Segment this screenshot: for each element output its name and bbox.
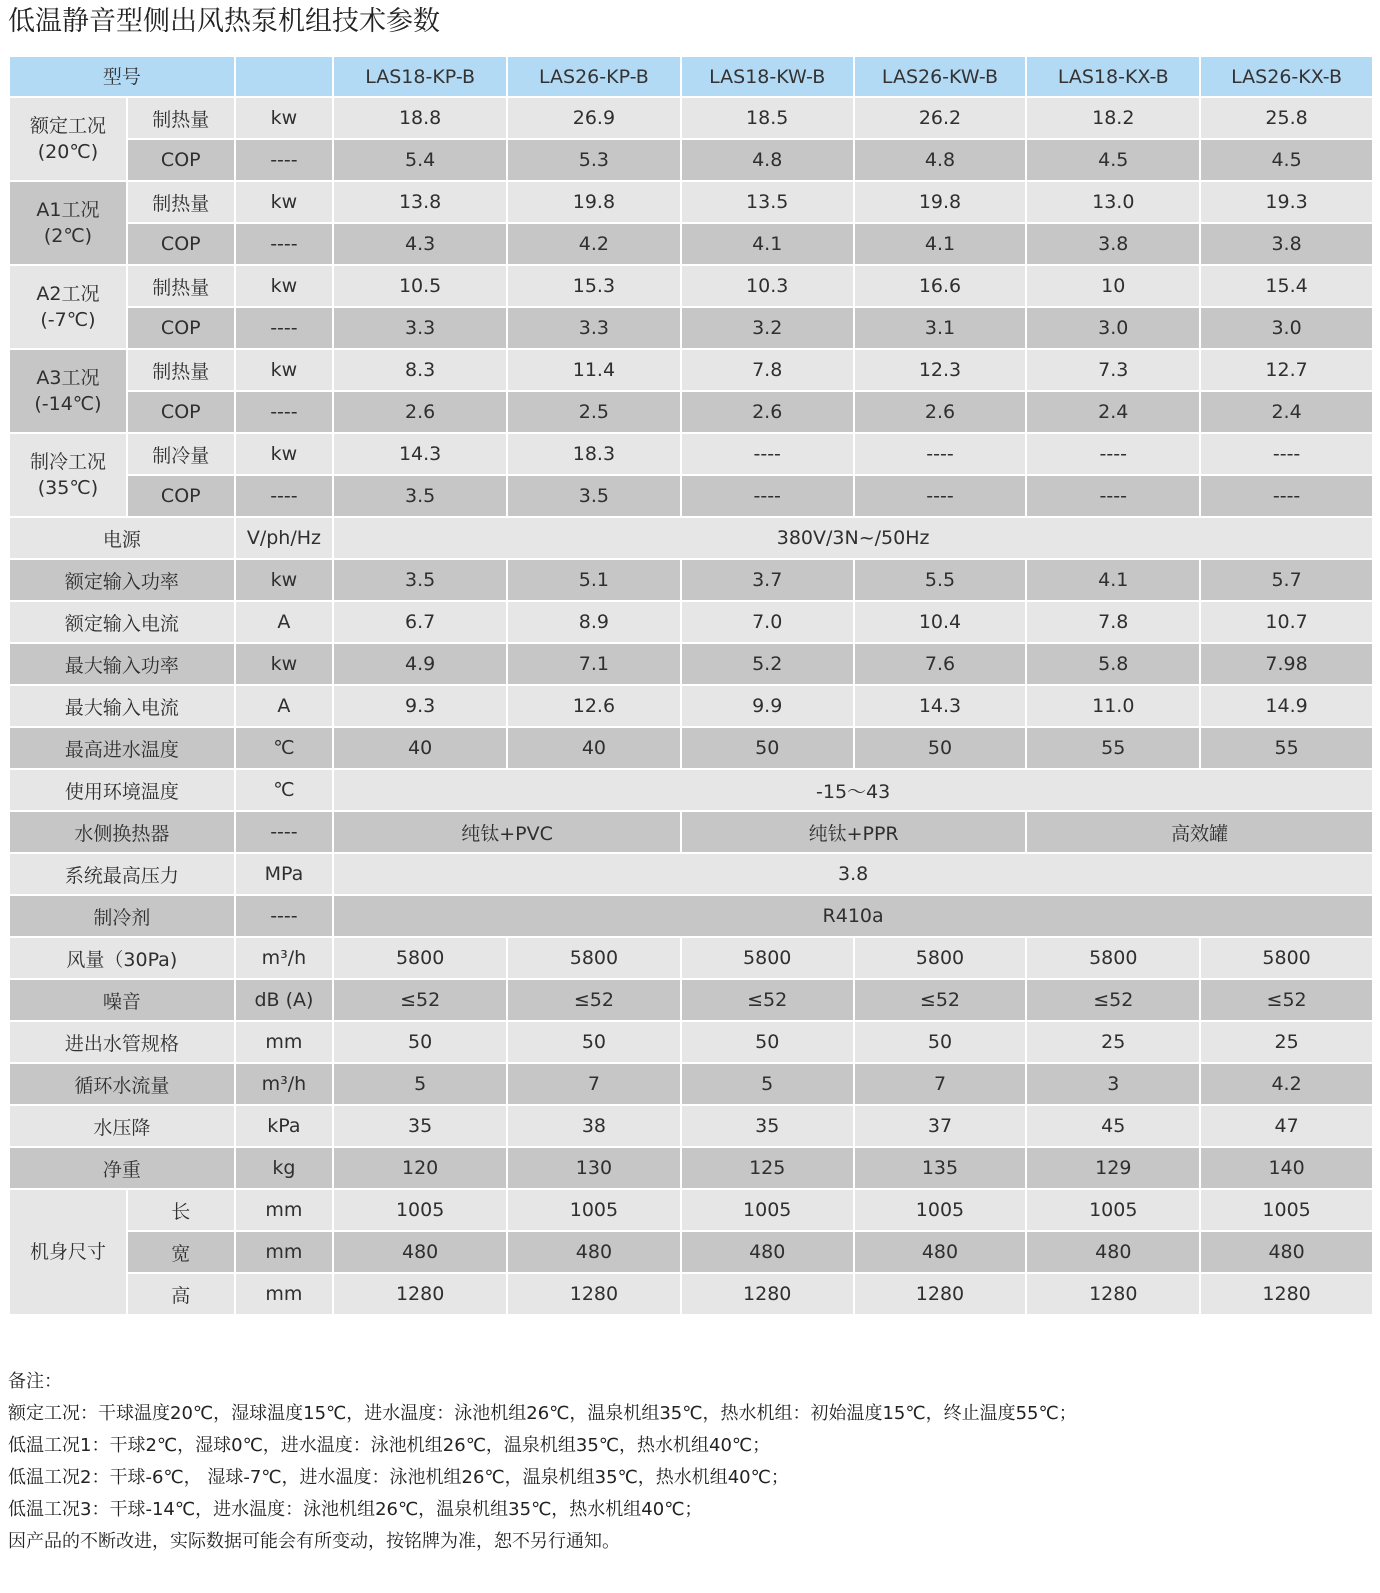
value-cell: 15.4	[1200, 265, 1373, 307]
value-cell: 5.5	[854, 559, 1027, 601]
condition-temp: (35℃)	[37, 477, 99, 499]
value-cell: 3.0	[1200, 307, 1373, 349]
header-unit-cell	[235, 56, 334, 97]
value-cell: 7.6	[854, 643, 1027, 685]
value-cell: 10.7	[1200, 601, 1373, 643]
value-cell: 3.5	[333, 559, 507, 601]
value-cell: ----	[1200, 433, 1373, 475]
value-cell: 1280	[1026, 1273, 1200, 1315]
unit-cell: ----	[235, 895, 334, 937]
unit-cell: kg	[235, 1147, 334, 1189]
value-cell: 15.3	[507, 265, 681, 307]
value-cell: 1005	[1200, 1189, 1373, 1231]
note-line: 额定工况：干球温度20℃，湿球温度15℃，进水温度：泳池机组26℃，温泉机组35℃，热水机组：初始温度15℃，终止温度55℃；	[8, 1403, 1077, 1424]
note-line: 低温工况1：干球2℃，湿球0℃，进水温度：泳池机组26℃，温泉机组35℃，热水机组40℃；	[8, 1435, 771, 1456]
value-cell: 10	[1026, 265, 1200, 307]
table-row	[9, 181, 1373, 223]
unit-cell: kw	[235, 349, 334, 391]
value-cell: -15～43	[333, 769, 1373, 811]
row-label: 噪音	[9, 979, 235, 1021]
condition-name: 额定工况	[29, 115, 106, 137]
note-line: 低温工况3：干球-14℃，进水温度：泳池机组26℃，温泉机组35℃，热水机组40℃；	[8, 1499, 703, 1520]
value-cell: 5.2	[681, 643, 854, 685]
value-cell: 4.8	[681, 139, 854, 181]
value-cell: ≤52	[681, 979, 854, 1021]
table-row	[9, 1063, 1373, 1105]
value-cell: 7.1	[507, 643, 681, 685]
value-cell: 3.3	[333, 307, 507, 349]
value-cell: 4.1	[1026, 559, 1200, 601]
value-cell: 纯钛+PVC	[333, 811, 681, 853]
value-cell: 129	[1026, 1147, 1200, 1189]
value-cell: 5.3	[507, 139, 681, 181]
value-cell: ≤52	[507, 979, 681, 1021]
row-label: COP	[127, 475, 235, 517]
value-cell: 18.8	[333, 97, 507, 139]
table-row	[9, 895, 1373, 937]
value-cell: 480	[507, 1231, 681, 1273]
table-row	[9, 1021, 1373, 1063]
value-cell: ----	[1026, 433, 1200, 475]
value-cell: 3.8	[333, 853, 1373, 895]
value-cell: 1005	[1026, 1189, 1200, 1231]
value-cell: ≤52	[1200, 979, 1373, 1021]
unit-cell: ℃	[235, 727, 334, 769]
value-cell: 7.98	[1200, 643, 1373, 685]
value-cell: 140	[1200, 1147, 1373, 1189]
value-cell: 10.3	[681, 265, 854, 307]
unit-cell: MPa	[235, 853, 334, 895]
value-cell: 40	[507, 727, 681, 769]
model-name: LAS26-KW-B	[854, 56, 1027, 97]
model-label: 型号	[9, 56, 235, 97]
notes-heading: 备注：	[8, 1371, 62, 1392]
row-label: 最大输入功率	[9, 643, 235, 685]
value-cell: 纯钛+PPR	[681, 811, 1027, 853]
value-cell: 35	[681, 1105, 854, 1147]
value-cell: 1280	[1200, 1273, 1373, 1315]
unit-cell: kw	[235, 97, 334, 139]
condition-temp: (-14℃)	[34, 393, 102, 415]
value-cell: 18.5	[681, 97, 854, 139]
value-cell: 12.6	[507, 685, 681, 727]
unit-cell: ----	[235, 475, 334, 517]
value-cell: 3.5	[507, 475, 681, 517]
value-cell: 19.8	[507, 181, 681, 223]
value-cell: 480	[854, 1231, 1027, 1273]
value-cell: 50	[333, 1021, 507, 1063]
model-name: LAS18-KW-B	[681, 56, 854, 97]
model-name: LAS26-KX-B	[1200, 56, 1373, 97]
value-cell: 5	[333, 1063, 507, 1105]
value-cell: 4.1	[854, 223, 1027, 265]
value-cell: 9.9	[681, 685, 854, 727]
value-cell: 10.4	[854, 601, 1027, 643]
value-cell: 4.9	[333, 643, 507, 685]
row-label: 制冷剂	[9, 895, 235, 937]
value-cell: 3.8	[1026, 223, 1200, 265]
value-cell: 5800	[1200, 937, 1373, 979]
value-cell: 1280	[333, 1273, 507, 1315]
table-row	[9, 1147, 1373, 1189]
row-label: 净重	[9, 1147, 235, 1189]
value-cell: 5800	[1026, 937, 1200, 979]
value-cell: 14.9	[1200, 685, 1373, 727]
value-cell: 26.9	[507, 97, 681, 139]
value-cell: 13.8	[333, 181, 507, 223]
value-cell: 5800	[681, 937, 854, 979]
row-label: 电源	[9, 517, 235, 559]
value-cell: 12.7	[1200, 349, 1373, 391]
row-label: 进出水管规格	[9, 1021, 235, 1063]
table-row	[9, 1273, 1373, 1315]
value-cell: 480	[1026, 1231, 1200, 1273]
row-label: 高	[127, 1273, 235, 1315]
table-row	[9, 391, 1373, 433]
condition-temp: (-7℃)	[40, 309, 96, 331]
value-cell: 3.0	[1026, 307, 1200, 349]
value-cell: ----	[681, 475, 854, 517]
value-cell: 3.1	[854, 307, 1027, 349]
value-cell: 5	[681, 1063, 854, 1105]
value-cell: 50	[854, 1021, 1027, 1063]
value-cell: 120	[333, 1147, 507, 1189]
value-cell: 40	[333, 727, 507, 769]
value-cell: 12.3	[854, 349, 1027, 391]
unit-cell: dB (A)	[235, 979, 334, 1021]
unit-cell: ----	[235, 811, 334, 853]
value-cell: ≤52	[333, 979, 507, 1021]
value-cell: 3.2	[681, 307, 854, 349]
value-cell: 5.4	[333, 139, 507, 181]
value-cell: 480	[333, 1231, 507, 1273]
table-row	[9, 769, 1373, 811]
value-cell: 125	[681, 1147, 854, 1189]
value-cell: 4.5	[1026, 139, 1200, 181]
value-cell: 18.2	[1026, 97, 1200, 139]
row-label: COP	[127, 391, 235, 433]
value-cell: 1280	[681, 1273, 854, 1315]
value-cell: 2.6	[681, 391, 854, 433]
model-name: LAS18-KP-B	[333, 56, 507, 97]
table-row	[9, 643, 1373, 685]
value-cell: 13.5	[681, 181, 854, 223]
table-row	[9, 811, 1373, 853]
value-cell: ----	[681, 433, 854, 475]
row-label: 制热量	[127, 349, 235, 391]
row-label: 制热量	[127, 265, 235, 307]
value-cell: 5.8	[1026, 643, 1200, 685]
value-cell: 高效罐	[1026, 811, 1373, 853]
table-row	[9, 1105, 1373, 1147]
table-row	[9, 853, 1373, 895]
unit-cell: m³/h	[235, 1063, 334, 1105]
table-row	[9, 223, 1373, 265]
unit-cell: mm	[235, 1189, 334, 1231]
value-cell: ----	[854, 475, 1027, 517]
value-cell: 4.3	[333, 223, 507, 265]
value-cell: 5.7	[1200, 559, 1373, 601]
table-row	[9, 517, 1373, 559]
condition-temp: (2℃)	[43, 225, 93, 247]
value-cell: 7.3	[1026, 349, 1200, 391]
value-cell: 14.3	[854, 685, 1027, 727]
value-cell: 4.1	[681, 223, 854, 265]
row-label: 额定输入电流	[9, 601, 235, 643]
value-cell: 5800	[333, 937, 507, 979]
table-row	[9, 139, 1373, 181]
value-cell: 9.3	[333, 685, 507, 727]
table-row	[9, 97, 1373, 139]
value-cell: 4.8	[854, 139, 1027, 181]
row-label: 风量（30Pa)	[9, 937, 235, 979]
value-cell: 5800	[854, 937, 1027, 979]
unit-cell: mm	[235, 1231, 334, 1273]
value-cell: 18.3	[507, 433, 681, 475]
value-cell: 130	[507, 1147, 681, 1189]
value-cell: 55	[1200, 727, 1373, 769]
condition-label	[9, 265, 127, 349]
value-cell: 480	[681, 1231, 854, 1273]
value-cell: 8.3	[333, 349, 507, 391]
unit-cell: kw	[235, 181, 334, 223]
value-cell: 7.8	[681, 349, 854, 391]
condition-label	[9, 97, 127, 181]
value-cell: 7	[854, 1063, 1027, 1105]
value-cell: 11.0	[1026, 685, 1200, 727]
row-label: COP	[127, 223, 235, 265]
value-cell: 480	[1200, 1231, 1373, 1273]
model-name: LAS26-KP-B	[507, 56, 681, 97]
value-cell: 25	[1026, 1021, 1200, 1063]
value-cell: 35	[333, 1105, 507, 1147]
value-cell: 25.8	[1200, 97, 1373, 139]
notes	[8, 1366, 1368, 1558]
value-cell: 19.3	[1200, 181, 1373, 223]
value-cell: 7.8	[1026, 601, 1200, 643]
condition-name: A1工况	[36, 199, 100, 221]
value-cell: 13.0	[1026, 181, 1200, 223]
note-line: 因产品的不断改进，实际数据可能会有所变动，按铭牌为准，恕不另行通知。	[8, 1531, 620, 1552]
table-row	[9, 1189, 1373, 1231]
row-label: 制热量	[127, 97, 235, 139]
value-cell: 50	[854, 727, 1027, 769]
value-cell: 7	[507, 1063, 681, 1105]
dimensions-label: 机身尺寸	[9, 1189, 127, 1315]
note-line: 低温工况2：干球-6℃， 湿球-7℃，进水温度：泳池机组26℃，温泉机组35℃，热水机组40℃；	[8, 1467, 789, 1488]
value-cell: 5800	[507, 937, 681, 979]
value-cell: 10.5	[333, 265, 507, 307]
value-cell: 1005	[681, 1189, 854, 1231]
table-row	[9, 433, 1373, 475]
table-row	[9, 979, 1373, 1021]
row-label: 制冷量	[127, 433, 235, 475]
value-cell: 50	[681, 1021, 854, 1063]
row-label: 水压降	[9, 1105, 235, 1147]
row-label: 宽	[127, 1231, 235, 1273]
page-title: 低温静音型侧出风热泵机组技术参数	[8, 6, 440, 37]
table-row	[9, 349, 1373, 391]
value-cell: 3.8	[1200, 223, 1373, 265]
unit-cell: ----	[235, 391, 334, 433]
value-cell: ----	[1026, 475, 1200, 517]
model-name: LAS18-KX-B	[1026, 56, 1200, 97]
unit-cell: kw	[235, 559, 334, 601]
value-cell: 1280	[507, 1273, 681, 1315]
value-cell: 135	[854, 1147, 1027, 1189]
value-cell: 11.4	[507, 349, 681, 391]
unit-cell: mm	[235, 1021, 334, 1063]
unit-cell: mm	[235, 1273, 334, 1315]
value-cell: 16.6	[854, 265, 1027, 307]
value-cell: 380V/3N~/50Hz	[333, 517, 1373, 559]
value-cell: 5.1	[507, 559, 681, 601]
row-label: 最大输入电流	[9, 685, 235, 727]
value-cell: 6.7	[333, 601, 507, 643]
row-label: 长	[127, 1189, 235, 1231]
unit-cell: ----	[235, 307, 334, 349]
value-cell: ----	[1200, 475, 1373, 517]
value-cell: 8.9	[507, 601, 681, 643]
table-row	[9, 559, 1373, 601]
table-row	[9, 685, 1373, 727]
value-cell: 38	[507, 1105, 681, 1147]
table-row	[9, 1231, 1373, 1273]
condition-name: A2工况	[36, 283, 100, 305]
value-cell: 25	[1200, 1021, 1373, 1063]
value-cell: 3.3	[507, 307, 681, 349]
value-cell: 55	[1026, 727, 1200, 769]
condition-label	[9, 349, 127, 433]
row-label: COP	[127, 139, 235, 181]
unit-cell: kw	[235, 433, 334, 475]
value-cell: 1280	[854, 1273, 1027, 1315]
value-cell: 19.8	[854, 181, 1027, 223]
value-cell: R410a	[333, 895, 1373, 937]
value-cell: 7.0	[681, 601, 854, 643]
row-label: 额定输入功率	[9, 559, 235, 601]
table-row	[9, 937, 1373, 979]
value-cell: ≤52	[1026, 979, 1200, 1021]
value-cell: 2.4	[1200, 391, 1373, 433]
row-label: 制热量	[127, 181, 235, 223]
unit-cell: V/ph/Hz	[235, 517, 334, 559]
row-label: COP	[127, 307, 235, 349]
value-cell: 2.6	[333, 391, 507, 433]
value-cell: 50	[681, 727, 854, 769]
value-cell: 4.2	[1200, 1063, 1373, 1105]
condition-name: A3工况	[36, 367, 100, 389]
value-cell: 4.5	[1200, 139, 1373, 181]
unit-cell: ℃	[235, 769, 334, 811]
value-cell: 4.2	[507, 223, 681, 265]
value-cell: 45	[1026, 1105, 1200, 1147]
value-cell: 2.4	[1026, 391, 1200, 433]
value-cell: ----	[854, 433, 1027, 475]
condition-temp: (20℃)	[37, 141, 99, 163]
row-label: 使用环境温度	[9, 769, 235, 811]
value-cell: 3.7	[681, 559, 854, 601]
row-label: 水侧换热器	[9, 811, 235, 853]
value-cell: 3	[1026, 1063, 1200, 1105]
table-row	[9, 307, 1373, 349]
unit-cell: A	[235, 601, 334, 643]
value-cell: 47	[1200, 1105, 1373, 1147]
value-cell: 3.5	[333, 475, 507, 517]
row-label: 系统最高压力	[9, 853, 235, 895]
unit-cell: kw	[235, 643, 334, 685]
table-row	[9, 601, 1373, 643]
value-cell: 14.3	[333, 433, 507, 475]
condition-name: 制冷工况	[29, 451, 106, 473]
row-label: 循环水流量	[9, 1063, 235, 1105]
unit-cell: m³/h	[235, 937, 334, 979]
value-cell: 50	[507, 1021, 681, 1063]
unit-cell: kw	[235, 265, 334, 307]
value-cell: ≤52	[854, 979, 1027, 1021]
value-cell: 1005	[507, 1189, 681, 1231]
unit-cell: ----	[235, 223, 334, 265]
unit-cell: A	[235, 685, 334, 727]
spec-table	[8, 55, 1374, 1316]
table-row	[9, 56, 1373, 97]
table-row	[9, 727, 1373, 769]
table-row	[9, 265, 1373, 307]
row-label: 最高进水温度	[9, 727, 235, 769]
value-cell: 37	[854, 1105, 1027, 1147]
value-cell: 2.5	[507, 391, 681, 433]
condition-label	[9, 433, 127, 517]
unit-cell: kPa	[235, 1105, 334, 1147]
table-row	[9, 475, 1373, 517]
value-cell: 2.6	[854, 391, 1027, 433]
value-cell: 1005	[854, 1189, 1027, 1231]
unit-cell: ----	[235, 139, 334, 181]
value-cell: 1005	[333, 1189, 507, 1231]
value-cell: 26.2	[854, 97, 1027, 139]
condition-label	[9, 181, 127, 265]
